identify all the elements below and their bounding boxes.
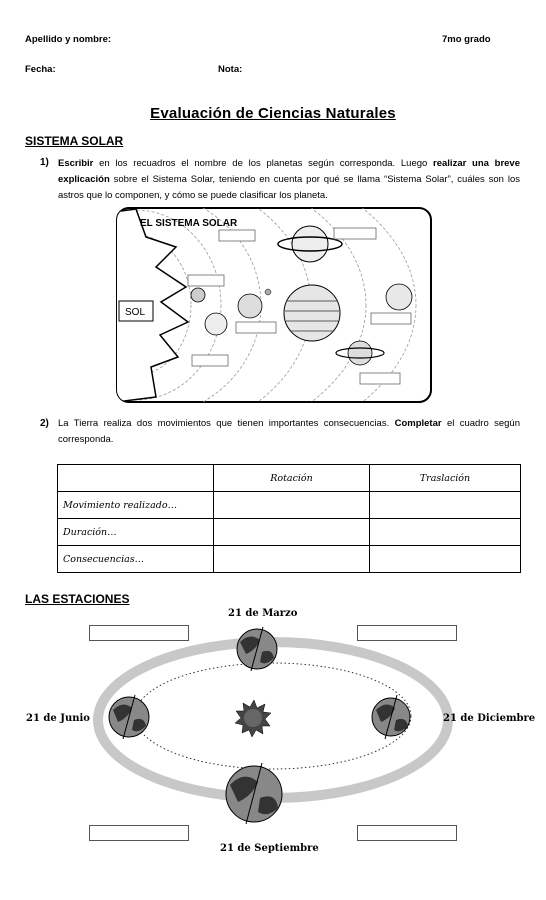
planet-uranus [386,284,412,310]
planet-neptune [348,341,372,365]
earth-icon [237,627,277,671]
table-row [58,546,521,573]
date-september: 21 de Septiembre [220,843,319,854]
planet-mercury [191,288,205,302]
section-solar-system-heading: SISTEMA SOLAR [25,134,124,148]
moon [265,289,271,295]
table-header-cell [58,465,214,492]
planet-saturn [292,226,328,262]
emphasis: realizar una breve explicación [58,158,520,185]
season-answer-box-bottom-right[interactable] [357,825,457,841]
earth-icon [226,763,282,824]
answer-cell[interactable] [214,492,370,519]
table-header-translation: Traslación [370,465,521,492]
question-2-text [58,416,520,448]
answer-cell[interactable] [370,546,521,573]
row-label: Consecuencias… [58,546,214,573]
section-seasons-heading: LAS ESTACIONES [25,592,130,606]
planet-name-box[interactable] [334,228,376,239]
planet-name-box[interactable] [219,230,255,241]
date-march: 21 de Marzo [228,608,298,619]
movements-table [57,464,521,573]
text: La Tierra realiza dos movimientos que tienen importantes consecuencias. [58,418,395,429]
text: en los recuadros el nombre de los planetas según corresponda. Luego [93,158,434,169]
planet-name-box[interactable] [360,373,400,384]
seasons-diagram [80,620,466,825]
question-1-text [58,156,520,204]
score-label: Nota: [218,64,243,75]
table-header-rotation: Rotación [214,465,370,492]
table-row [58,492,521,519]
answer-cell[interactable] [370,519,521,546]
planet-name-box[interactable] [371,313,411,324]
earth-icon [109,695,149,739]
planet-jupiter [284,285,340,341]
earth-orbit [135,663,411,769]
planet-name-box[interactable] [236,322,276,333]
grade-label: 7mo grado [442,34,491,45]
planet-earth [238,294,262,318]
question-1-number: 1) [40,157,49,168]
emphasis: Escribir [58,158,94,169]
date-june: 21 de Junio [26,713,90,724]
season-answer-box-bottom-left[interactable] [89,825,189,841]
emphasis: Completar [394,418,442,429]
answer-cell[interactable] [370,492,521,519]
date-label: Fecha: [25,64,56,75]
name-label: Apellido y nombre: [25,34,112,45]
answer-cell[interactable] [214,519,370,546]
sun-icon [235,700,271,737]
diagram-title: EL SISTEMA SOLAR [140,218,238,229]
solar-system-diagram [116,207,432,403]
question-2-number: 2) [40,418,49,429]
text: el cuadro según corresponda. [58,418,520,445]
table-row [58,519,521,546]
date-december: 21 de Diciembre [443,713,536,724]
earth-icon [372,695,410,739]
planet-name-box[interactable] [192,355,228,366]
row-label: Movimiento realizado… [58,492,214,519]
planet-venus [205,313,227,335]
text: sobre el Sistema Solar, teniendo en cuenta por qué se llama “Sistema Solar”, cuáles son los astros que lo componen, y cómo se puede clasificar los planeta. [58,174,520,201]
row-label: Duración… [58,519,214,546]
answer-cell[interactable] [214,546,370,573]
table-header-row [58,465,521,492]
planet-name-box[interactable] [188,275,224,286]
sun-label: SOL [125,307,146,318]
page-title: Evaluación de Ciencias Naturales [150,105,396,122]
